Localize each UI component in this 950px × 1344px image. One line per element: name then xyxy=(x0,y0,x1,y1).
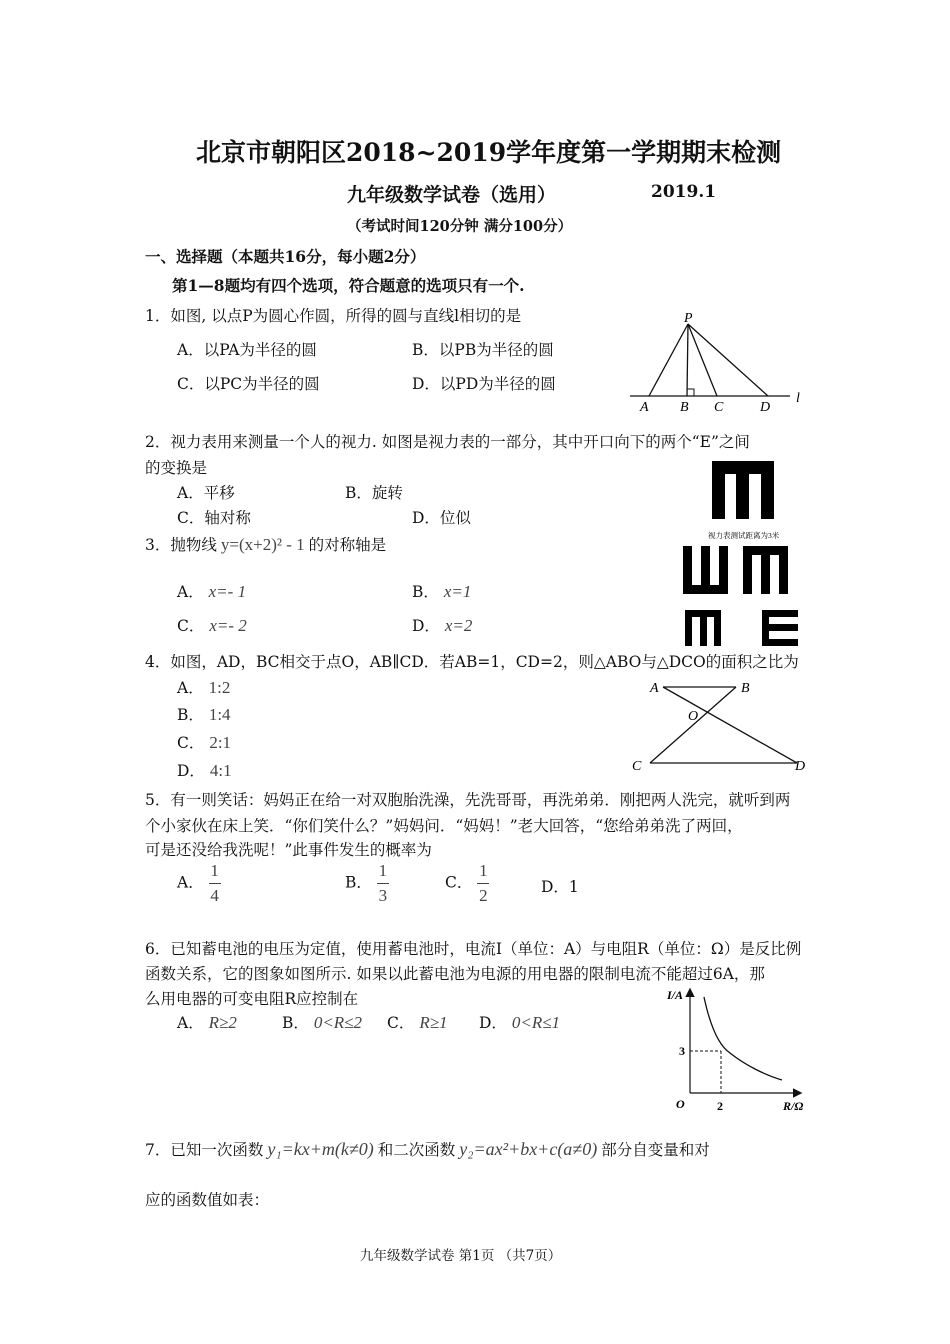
label-a: A xyxy=(650,681,659,696)
eye-chart-e-small-down xyxy=(685,610,721,646)
q2-stem-line2: 的变换是 xyxy=(145,459,208,477)
q4-option-d: D． 4:1 xyxy=(177,761,232,780)
label-b: B xyxy=(741,681,750,696)
q3-option-c: C． x=- 2 xyxy=(177,616,247,635)
q5-line1: 5．有一则笑话：妈妈正在给一对双胞胎洗澡，先洗哥哥，再洗弟弟．刚把两人洗完，就听到两 xyxy=(145,791,791,809)
origin-label: O xyxy=(676,1097,685,1111)
eye-chart-caption: 视力表测试距离为3米 xyxy=(708,531,780,540)
q5-option-c: C． $\frac{1}{2}$ xyxy=(445,861,488,905)
q1-option-d: D．以PD为半径的圆 xyxy=(412,375,556,393)
label-p: P xyxy=(684,311,693,326)
segment-pd xyxy=(688,324,768,396)
x-tick-2: 2 xyxy=(717,1099,723,1113)
q4-figure xyxy=(625,676,815,776)
q7-quadratic-function: y₂=ax²+bx+c(a≠0) xyxy=(459,1139,598,1159)
q6-option-b: B． 0<R≤2 xyxy=(282,1013,363,1032)
q2-option-b: B．旋转 xyxy=(345,484,403,502)
label-l: l xyxy=(796,391,800,406)
y-axis-label: I/A xyxy=(667,988,684,1002)
label-o: O xyxy=(688,709,699,724)
q1-option-a: A．以PA为半径的圆 xyxy=(177,341,317,359)
exam-title: 北京市朝阳区2018~2019学年度第一学期期末检测 xyxy=(196,138,782,167)
q2-option-c: C．轴对称 xyxy=(177,509,251,527)
segment-ad xyxy=(663,687,797,763)
q4-option-a: A． 1:2 xyxy=(177,678,231,697)
q2-stem-line1: 2．视力表用来测量一个人的视力. 如图是视力表的一部分，其中开口向下的两个“E”之间 xyxy=(145,433,750,451)
q1-figure xyxy=(620,308,820,418)
q2-option-d: D．位似 xyxy=(412,509,471,527)
q3-formula: y=(x+2)² - 1 xyxy=(220,535,305,554)
q4-option-c: C． 2:1 xyxy=(177,733,232,752)
segment-bc xyxy=(650,687,736,763)
q3-option-b: B． x=1 xyxy=(412,582,472,601)
q7-linear-function: y₁=kx+m(k≠0) xyxy=(267,1139,374,1159)
q6-graph xyxy=(660,980,820,1115)
page-footer: 九年级数学试卷 第1页 （共7页） xyxy=(360,1248,562,1264)
y-tick-3: 3 xyxy=(679,1044,685,1058)
q4-stem: 4．如图，AD，BC相交于点O，AB∥CD．若AB=1，CD=2，则△ABO与△DCO的面积之比为 xyxy=(145,653,799,671)
fraction-b: $\frac{1}{3}$ xyxy=(378,861,388,905)
eye-chart-e-small-right xyxy=(762,610,798,646)
q3-stem: 3．抛物线 y=(x+2)² - 1 的对称轴是 xyxy=(145,535,387,554)
q6-line1: 6．已知蓄电池的电压为定值，使用蓄电池时，电流I（单位：A）与电阻R（单位：Ω）是反比例 xyxy=(145,940,802,958)
label-c: C xyxy=(714,400,724,415)
q6-option-c: C． R≥1 xyxy=(387,1013,448,1032)
right-angle-mark xyxy=(687,389,694,396)
q7-line2: 应的函数值如表： xyxy=(145,1191,270,1209)
q3-option-a: A． x=- 1 xyxy=(177,582,247,601)
fraction-c: $\frac{1}{2}$ xyxy=(479,861,488,905)
q3-option-d: D． x=2 xyxy=(412,616,473,635)
q6-option-a: A． R≥2 xyxy=(177,1013,237,1032)
section-instruction: 第1—8题均有四个选项，符合题意的选项只有一个. xyxy=(172,276,525,295)
label-b: B xyxy=(680,400,689,415)
section-heading: 一、选择题（本题共16分，每小题2分） xyxy=(145,247,426,266)
segment-pb xyxy=(687,324,688,396)
q1-option-b: B．以PB为半径的圆 xyxy=(412,341,554,359)
label-d: D xyxy=(795,759,806,774)
q6-option-d: D． 0<R≤1 xyxy=(479,1013,561,1032)
label-a: A xyxy=(640,400,649,415)
q5-line3: 可是还没给我洗呢！”此事件发生的概率为 xyxy=(145,841,432,859)
segment-pa xyxy=(649,324,688,396)
eye-chart-e-down-mid xyxy=(743,546,788,594)
q5-option-d: D．1 xyxy=(541,878,579,896)
label-c: C xyxy=(632,759,642,774)
segment-pc xyxy=(688,324,717,396)
x-axis-label: R/Ω xyxy=(783,1099,804,1113)
label-d: D xyxy=(760,400,771,415)
q6-line3: 么用电器的可变电阻R应控制在 xyxy=(145,990,359,1008)
eye-chart-e-up xyxy=(683,546,728,594)
q7-line1: 7．已知一次函数 y₁=kx+m(k≠0) 和二次函数 y₂=ax²+bx+c(a≠0) 部分自变量和对 xyxy=(145,1139,710,1159)
exam-info: （考试时间120分钟 满分100分） xyxy=(347,218,573,235)
q2-option-a: A．平移 xyxy=(177,484,235,502)
q2-eye-chart xyxy=(680,458,810,653)
exam-date: 2019.1 xyxy=(651,182,717,202)
q5-line2: 个小家伙在床上笑．“你们笑什么？”妈妈问．“妈妈！”老大回答，“您给弟弟洗了两回， xyxy=(145,817,743,835)
q5-option-a: A． $\frac{1}{4}$ xyxy=(177,861,219,905)
eye-chart-e-top xyxy=(712,461,774,519)
q1-option-c: C．以PC为半径的圆 xyxy=(177,375,320,393)
q1-stem: 1．如图, 以点P为圆心作圆，所得的圆与直线l相切的是 xyxy=(145,307,522,325)
exam-subtitle: 九年级数学试卷（选用） xyxy=(347,184,557,206)
q5-option-b: B． $\frac{1}{3}$ xyxy=(345,861,388,905)
q6-line2: 函数关系，它的图象如图所示. 如果以此蓄电池为电源的用电器的限制电流不能超过6A，那 xyxy=(145,965,765,983)
q4-option-b: B． 1:4 xyxy=(177,705,231,724)
fraction-a: $\frac{1}{4}$ xyxy=(210,861,219,905)
inverse-curve xyxy=(704,997,782,1080)
